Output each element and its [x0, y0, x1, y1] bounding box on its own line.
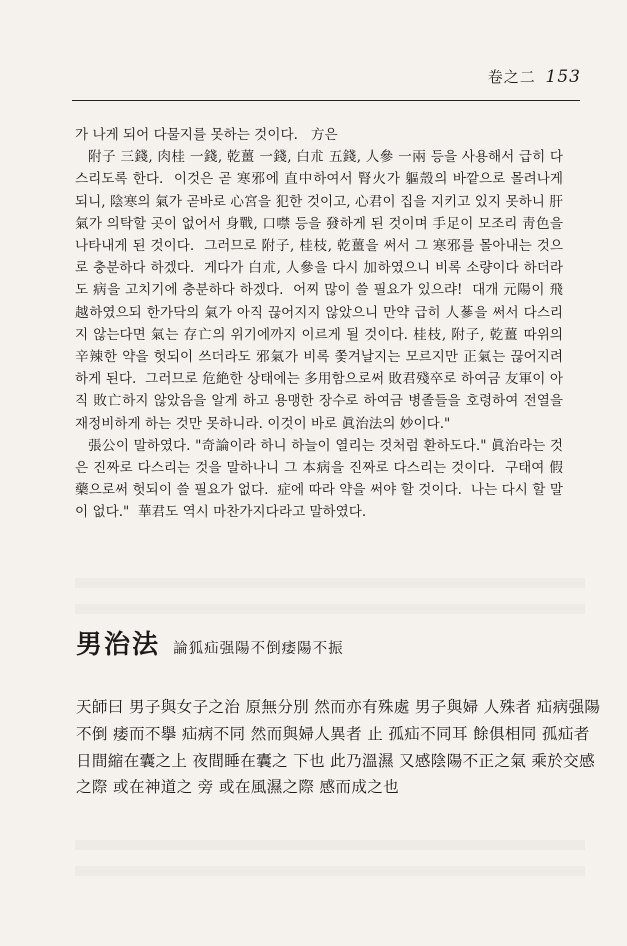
classical-chinese-text — [76, 694, 601, 801]
paragraph: 張公이 말하였다. "奇論이라 하니 하늘이 열리는 것처럼 환하도다." 眞治라는 것은 진짜로 다스리는 것을 말하나니 그 本病을 진짜로 다스리는 것이다. 구태여 假藥으로써 헛되이 쓸 필요가 없다. 症에 따라 약을 써야 할 것이다. 나는 다시 할 말이 없다." 華君도 역시 마찬가지다라고 말하였다. — [75, 437, 563, 521]
text-line: 天師曰 男子與女子之治 原無分別 然而亦有殊處 男子與婦 人殊者 疝病强陽 — [76, 698, 601, 716]
section-subtitle: 論狐疝强陽不倒痿陽不振 — [173, 641, 344, 657]
chapter-label: 卷之二 — [487, 68, 536, 86]
text-line: 日間縮在囊之上 夜間睡在囊之 下也 此乃溫濕 又感陰陽不正之氣 乘於交感 — [76, 751, 595, 770]
text-line: 之際 或在神道之 旁 或在風濕之際 感而成之也 — [76, 778, 400, 797]
section-heading — [76, 624, 576, 661]
running-header — [488, 66, 581, 87]
text-line: 不倒 痿而不擧 疝病不同 然而與婦人異者 止 孤疝不同耳 餘俱相同 孤疝者 — [76, 724, 590, 743]
bleed-through-shadow — [75, 840, 585, 850]
paragraph: 附子 三錢, 肉桂 一錢, 乾薑 一錢, 白朮 五錢, 人參 一兩 등을 사용해서 급히 다스리도록 한다. 이것은 곧 寒邪에 直中하여서 腎火가 軀殼의 바깥으로 몰려나게 되니, 陰寒의 氣가 곧바로 心宮을 犯한 것이고, 心君이 집을 지키고 있지 못하니 肝氣가 의탁할 곳이 없어서 身戰, 口噤 등을 發하게 된 것이며 手足이 모조리 靑色을 나타내게 된 것이다. 그러므로 附子, 桂枝, 乾薑을 써서 그 寒邪를 몰아내는 것으로 충분하다 하겠다. 게다가 白朮, 人參을 다시 加하였으니 비록 소량이다 하더라도 病을 고치기에 충분하다 하겠다. 어찌 많이 쓸 필요가 있으랴! 대개 元陽이 飛越하였으되 한가닥의 氣가 아직 끊어지지 않았으니 만약 급히 人蔘을 써서 다스리지 않는다면 氣는 存亡의 위기에까지 이르게 될 것이다. 桂枝, 附子, 乾薑 따위의 辛辣한 약을 헛되이 쓰더라도 邪氣가 비록 쫓겨날지는 모르지만 正氣는 끊어지려 하게 된다. 그러므로 危絶한 상태에는 多用함으로써 敗君殘卒로 하여금 友軍이 아직 敗亡하지 않았음을 알게 하고 용맹한 장수로 하여금 병졸들을 호령하여 전열을 재정비하게 하는 것만 못하니라. 이것이 바로 眞治法의 妙이다." — [75, 149, 568, 432]
section-title: 男治法 — [76, 630, 161, 660]
bleed-through-shadow — [75, 866, 585, 876]
bleed-through-shadow — [75, 604, 585, 614]
page-number: 153 — [545, 67, 581, 87]
bleed-through-shadow — [75, 578, 585, 588]
commentary-text — [75, 124, 568, 524]
paragraph: 가 나게 되어 다물지를 못하는 것이다. 方은 — [75, 127, 338, 143]
header-rule — [72, 100, 580, 101]
